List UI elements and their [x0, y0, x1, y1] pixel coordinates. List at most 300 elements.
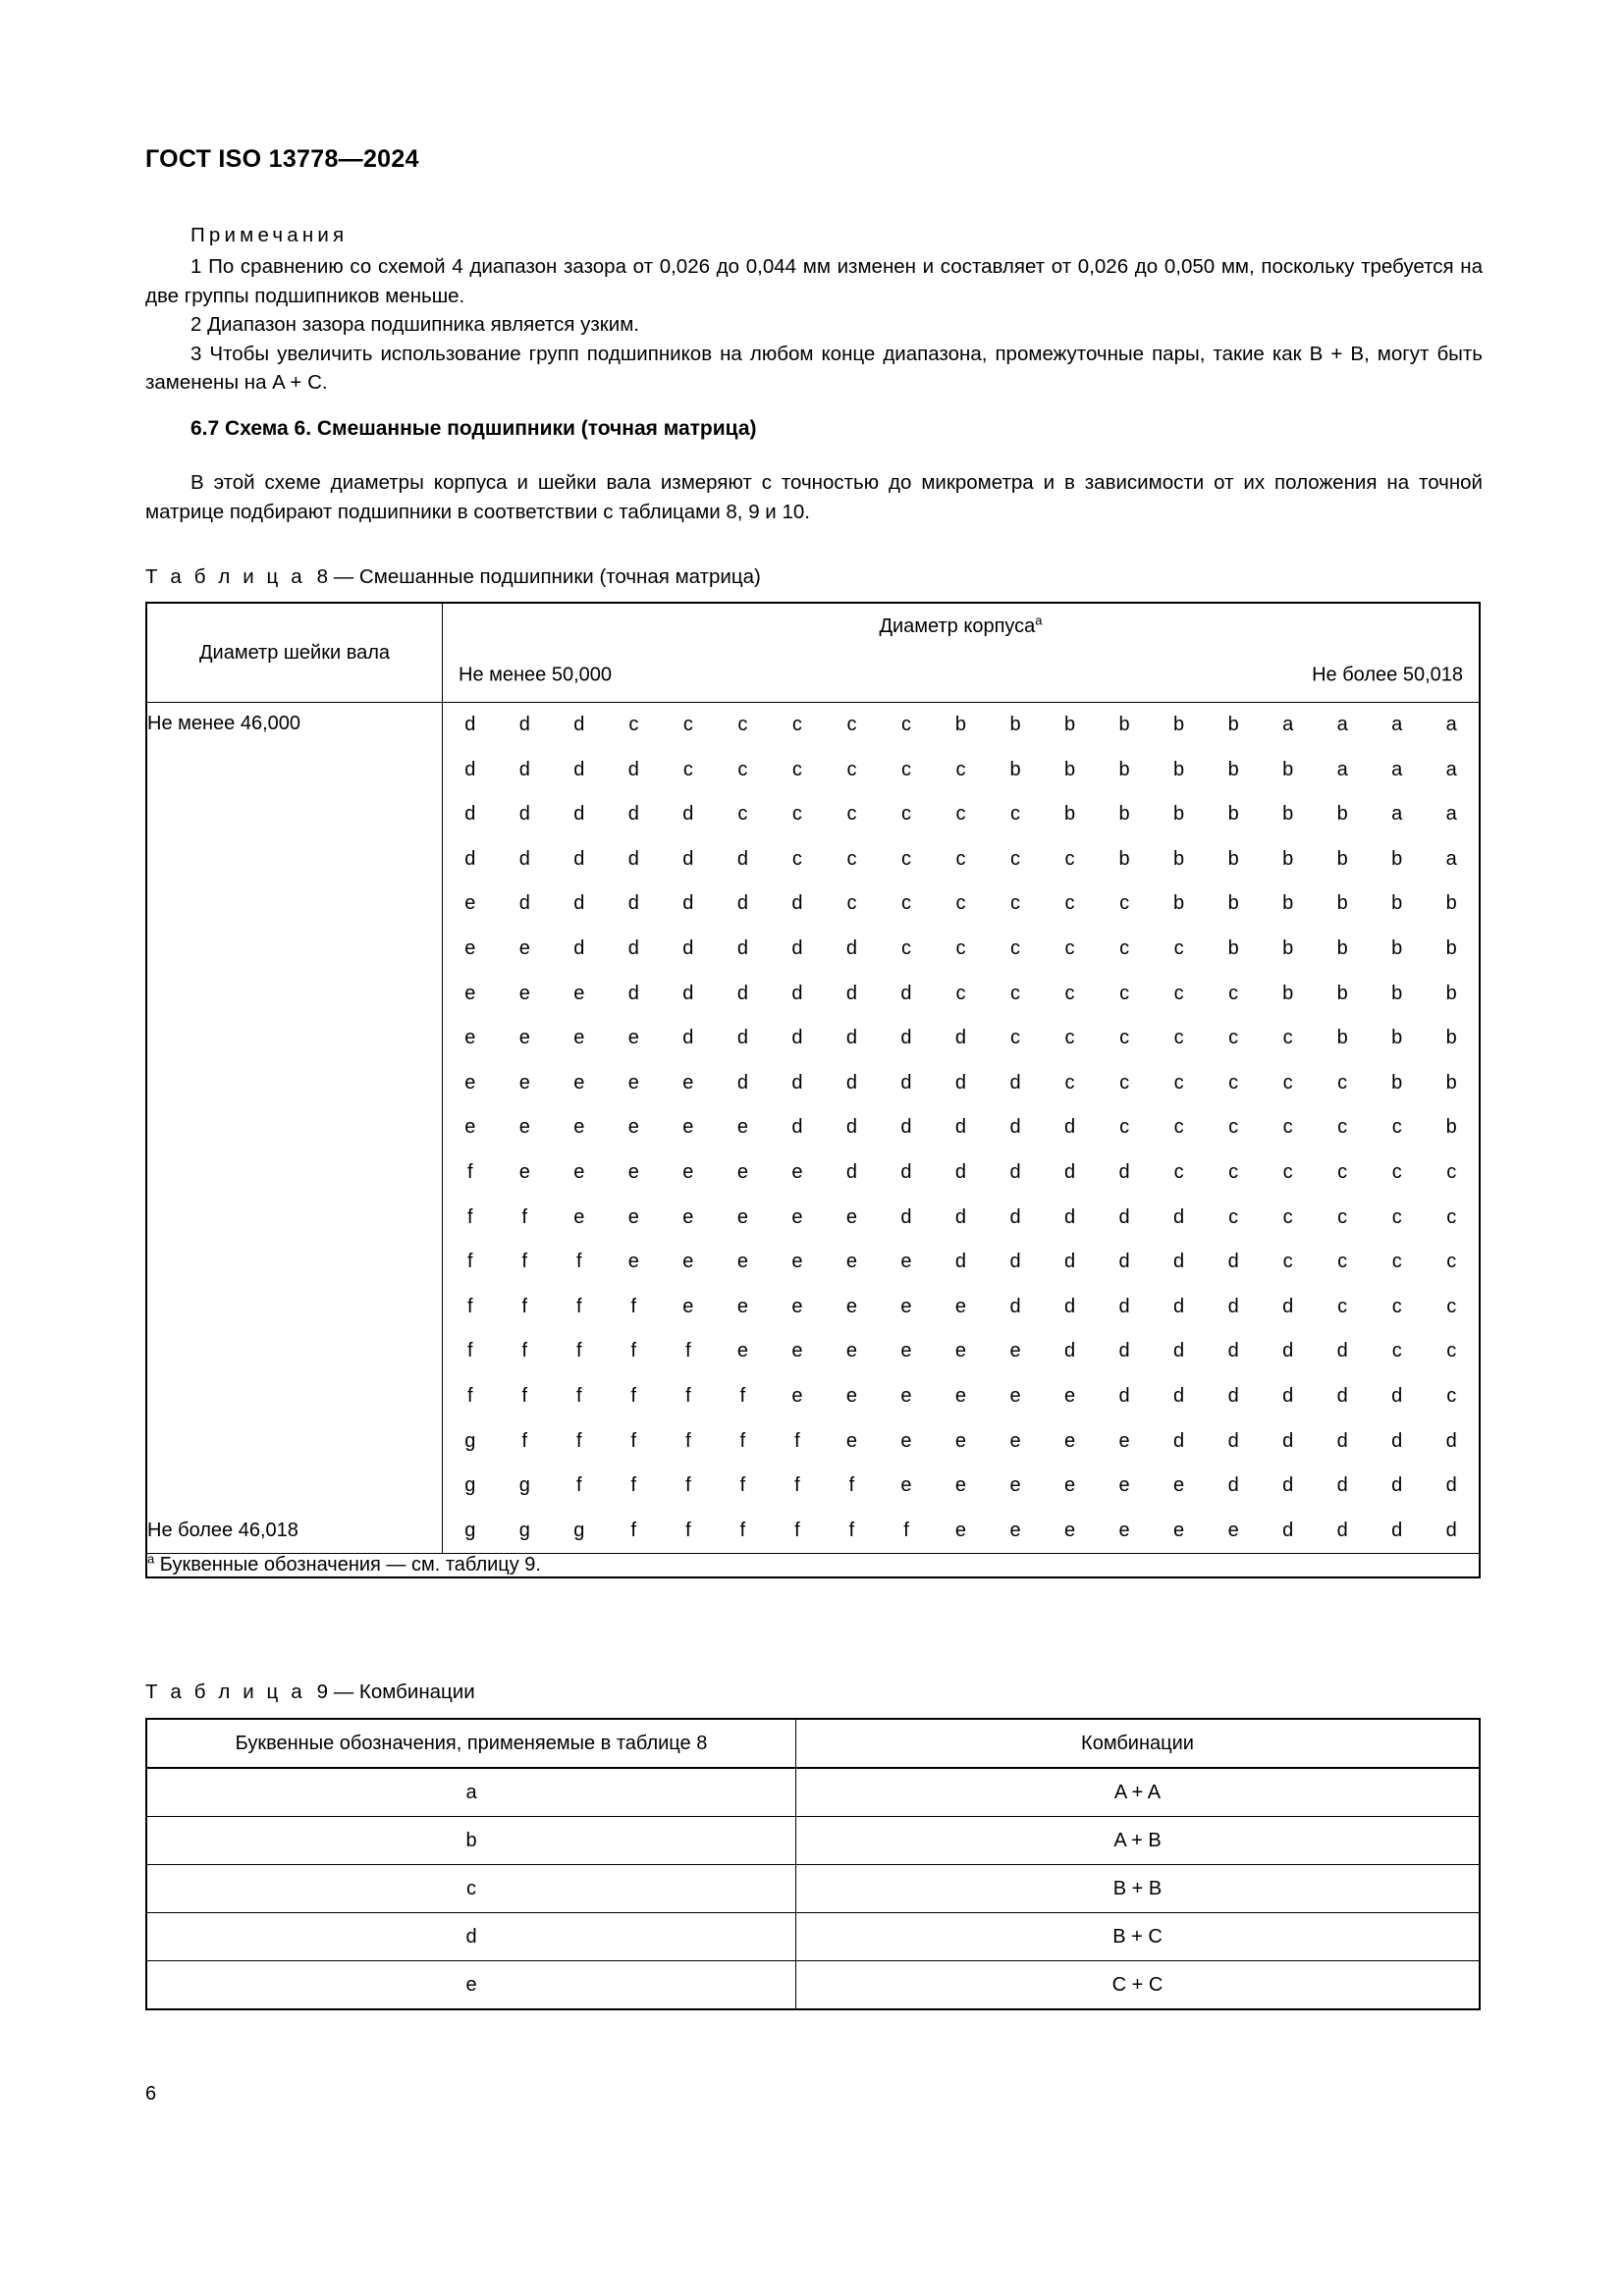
matrix-cell: e — [627, 1116, 639, 1139]
matrix-cell: e — [845, 1295, 857, 1317]
matrix-cell: b — [1336, 892, 1348, 915]
matrix-cell: d — [1391, 1474, 1403, 1497]
matrix-cell: b — [1118, 803, 1130, 826]
table-row — [146, 1961, 1480, 2010]
table9-caption-dash: — — [333, 1681, 354, 1703]
table8-caption-dash: — — [333, 565, 354, 588]
table8-header-housing-min: Не менее 50,000 — [459, 664, 613, 686]
matrix-cell: e — [1118, 1474, 1130, 1497]
matrix-cell: d — [1391, 1429, 1403, 1452]
matrix-cell: c — [1228, 1116, 1239, 1139]
matrix-cell: d — [1227, 1340, 1239, 1362]
matrix-cell: c — [1173, 982, 1184, 1004]
matrix-cell: d — [791, 1071, 803, 1094]
matrix-cell: c — [1446, 1295, 1457, 1317]
matrix-cell: f — [739, 1384, 746, 1407]
matrix-cell: c — [1064, 1071, 1075, 1094]
matrix-cell: d — [736, 936, 748, 959]
matrix-cell: d — [845, 1116, 857, 1139]
matrix-cell: d — [1118, 1340, 1130, 1362]
matrix-cell: d — [1118, 1251, 1130, 1273]
matrix-cell: b — [1445, 1027, 1457, 1049]
matrix-cell: b — [1173, 892, 1185, 915]
matrix-cell: e — [1063, 1519, 1076, 1541]
matrix-cell: d — [900, 1027, 912, 1049]
matrix-cell: f — [685, 1340, 691, 1362]
matrix-cell: c — [1446, 1251, 1457, 1273]
matrix-cell: d — [1118, 1160, 1130, 1183]
matrix-cell: f — [521, 1384, 528, 1407]
matrix-cell: c — [1064, 982, 1075, 1004]
running-head: ГОСТ ISO 13778—2024 — [145, 145, 419, 173]
matrix-cell: c — [900, 892, 911, 915]
table8-caption-label: Т а б л и ц а — [145, 565, 306, 588]
matrix-cell: b — [1282, 936, 1294, 959]
matrix-cell: c — [682, 758, 693, 780]
matrix-cell: b — [1173, 758, 1185, 780]
matrix-cell: c — [791, 714, 802, 735]
matrix-cell: f — [576, 1384, 582, 1407]
matrix-cell: e — [791, 1340, 803, 1362]
table9-cell: B + C — [796, 1913, 1481, 1961]
matrix-cell: e — [464, 982, 476, 1004]
matrix-cell: d — [1227, 1474, 1239, 1497]
matrix-cell: e — [736, 1340, 748, 1362]
matrix-cell: b — [1173, 714, 1185, 735]
matrix-cell: f — [685, 1474, 691, 1497]
matrix-cell: c — [1228, 982, 1239, 1004]
matrix-cell: f — [848, 1519, 855, 1541]
matrix-cell: b — [1227, 714, 1239, 735]
matrix-cell: d — [518, 714, 530, 735]
matrix-cell: c — [628, 714, 639, 735]
matrix-cell: d — [573, 714, 585, 735]
matrix-cell: b — [1336, 847, 1348, 870]
matrix-cell: g — [573, 1519, 585, 1541]
table8-caption-number: 8 — [316, 565, 329, 588]
matrix-cell: c — [1391, 1160, 1402, 1183]
matrix-cell: f — [630, 1295, 637, 1317]
matrix-cell: c — [1446, 1340, 1457, 1362]
table8-header-shaft: Диаметр шейки вала — [146, 603, 443, 703]
table8-body-row — [146, 703, 1480, 1554]
matrix-cell: b — [1173, 847, 1185, 870]
matrix-cell: d — [682, 803, 694, 826]
matrix-cell: e — [518, 1116, 530, 1139]
matrix-cell: e — [791, 1295, 803, 1317]
matrix-cell: d — [736, 1027, 748, 1049]
matrix-cell: c — [1119, 1027, 1130, 1049]
matrix-cell: e — [900, 1340, 912, 1362]
matrix-cell: d — [954, 1205, 967, 1228]
matrix-cell: c — [1391, 1116, 1402, 1139]
matrix-cell: c — [1337, 1295, 1348, 1317]
matrix-cell: e — [954, 1519, 967, 1541]
matrix-cell: d — [682, 1027, 694, 1049]
matrix-cell: f — [466, 1295, 473, 1317]
table9-cell: d — [146, 1913, 796, 1961]
matrix-cell: e — [573, 982, 585, 1004]
matrix-cell: e — [1009, 1384, 1021, 1407]
matrix-cell: e — [1009, 1429, 1021, 1452]
matrix-cell: c — [846, 758, 857, 780]
table9-wrapper — [145, 1718, 1481, 2010]
matrix-cell: e — [464, 1027, 476, 1049]
matrix-cell: c — [737, 714, 748, 735]
matrix-cell: c — [791, 803, 802, 826]
table-row — [146, 1817, 1480, 1865]
matrix-cell: c — [900, 847, 911, 870]
matrix-cell: d — [954, 1027, 967, 1049]
matrix-cell: c — [1282, 1251, 1293, 1273]
matrix-cell: e — [1118, 1519, 1130, 1541]
matrix-cell: d — [900, 1160, 912, 1183]
matrix-cell: e — [845, 1205, 857, 1228]
table9-header-cell: Комбинации — [796, 1719, 1481, 1768]
matrix-cell: d — [682, 982, 694, 1004]
matrix-cell: e — [1118, 1429, 1130, 1452]
matrix-cell: d — [1173, 1205, 1185, 1228]
matrix-cell: c — [1337, 1205, 1348, 1228]
matrix-cell: e — [845, 1429, 857, 1452]
matrix-cell: e — [518, 1160, 530, 1183]
matrix-cell: d — [1282, 1519, 1294, 1541]
matrix-cell: f — [466, 1251, 473, 1273]
matrix-cell: e — [845, 1251, 857, 1273]
matrix-cell: f — [466, 1205, 473, 1228]
matrix-cell: b — [1445, 1116, 1457, 1139]
matrix-cell: d — [1227, 1295, 1239, 1317]
table8-row-label-max: Не более 46,018 — [147, 1520, 298, 1542]
matrix-cell: f — [848, 1474, 855, 1497]
matrix-cell: b — [1391, 892, 1403, 915]
table9-cell: b — [146, 1817, 796, 1865]
matrix-cell: d — [1118, 1205, 1130, 1228]
table8-header-housing-max: Не более 50,018 — [1312, 664, 1463, 686]
matrix-cell: e — [791, 1251, 803, 1273]
matrix-cell: e — [627, 1160, 639, 1183]
matrix-cell: e — [954, 1340, 967, 1362]
matrix-cell: c — [1173, 1160, 1184, 1183]
table9-caption — [145, 1681, 475, 1704]
table8-matrix-grid — [443, 703, 1479, 1553]
table8-header-housing — [443, 603, 1481, 649]
matrix-cell: b — [1227, 847, 1239, 870]
matrix-cell: c — [955, 892, 966, 915]
matrix-cell: c — [1173, 936, 1184, 959]
matrix-cell: c — [737, 758, 748, 780]
matrix-cell: b — [1227, 758, 1239, 780]
matrix-cell: d — [627, 982, 639, 1004]
matrix-cell: c — [1228, 1027, 1239, 1049]
matrix-cell: f — [739, 1429, 746, 1452]
matrix-cell: d — [1336, 1474, 1348, 1497]
matrix-cell: c — [1337, 1071, 1348, 1094]
table8-caption — [145, 565, 761, 589]
matrix-cell: c — [1064, 936, 1075, 959]
matrix-cell: e — [736, 1251, 748, 1273]
matrix-cell: b — [1391, 936, 1403, 959]
matrix-cell: f — [576, 1474, 582, 1497]
matrix-cell: e — [518, 936, 530, 959]
matrix-cell: d — [1173, 1295, 1185, 1317]
matrix-cell: d — [736, 847, 748, 870]
matrix-cell: d — [1282, 1474, 1294, 1497]
matrix-cell: d — [518, 758, 530, 780]
matrix-cell: d — [1282, 1295, 1294, 1317]
matrix-cell: f — [576, 1429, 582, 1452]
matrix-cell: e — [900, 1251, 912, 1273]
matrix-cell: b — [1282, 758, 1294, 780]
table-row — [146, 1865, 1480, 1913]
matrix-cell: d — [573, 936, 585, 959]
matrix-cell: d — [518, 847, 530, 870]
matrix-cell: e — [573, 1116, 585, 1139]
matrix-cell: e — [845, 1340, 857, 1362]
table9-body — [146, 1719, 1480, 2009]
matrix-cell: b — [1118, 758, 1130, 780]
matrix-cell: c — [1446, 1205, 1457, 1228]
matrix-cell: e — [900, 1474, 912, 1497]
matrix-cell: d — [1336, 1429, 1348, 1452]
matrix-cell: e — [464, 936, 476, 959]
matrix-cell: c — [900, 758, 911, 780]
matrix-cell: c — [1337, 1160, 1348, 1183]
matrix-cell: c — [1119, 982, 1130, 1004]
matrix-cell: e — [573, 1160, 585, 1183]
matrix-cell: e — [954, 1429, 967, 1452]
matrix-cell: c — [1282, 1116, 1293, 1139]
matrix-cell: d — [627, 936, 639, 959]
table9-caption-number: 9 — [316, 1681, 329, 1703]
table8-shaft-labels — [146, 703, 443, 1554]
matrix-cell: c — [1337, 1251, 1348, 1273]
table9-cell: C + C — [796, 1961, 1481, 2010]
matrix-cell: d — [1063, 1160, 1076, 1183]
matrix-cell: d — [1336, 1340, 1348, 1362]
matrix-cell: d — [954, 1251, 967, 1273]
matrix-cell: c — [900, 936, 911, 959]
matrix-cell: e — [1227, 1519, 1239, 1541]
matrix-cell: c — [955, 847, 966, 870]
matrix-cell: d — [791, 1116, 803, 1139]
matrix-cell: f — [685, 1384, 691, 1407]
matrix-cell: a — [1445, 803, 1457, 826]
matrix-cell: e — [682, 1071, 694, 1094]
matrix-cell: g — [464, 1519, 476, 1541]
matrix-cell: c — [1391, 1295, 1402, 1317]
matrix-cell: e — [627, 1205, 639, 1228]
matrix-cell: d — [1173, 1384, 1185, 1407]
table9-header-row — [146, 1719, 1480, 1768]
matrix-cell: e — [464, 1116, 476, 1139]
matrix-cell: d — [627, 892, 639, 915]
matrix-cell: d — [791, 1027, 803, 1049]
table8-header-housing-text: Диаметр корпуса — [879, 614, 1036, 637]
table9-cell: A + B — [796, 1817, 1481, 1865]
matrix-cell: d — [1173, 1340, 1185, 1362]
matrix-cell: c — [1228, 1071, 1239, 1094]
matrix-cell: c — [1391, 1340, 1402, 1362]
table9-cell: B + B — [796, 1865, 1481, 1913]
matrix-cell: f — [576, 1340, 582, 1362]
matrix-cell: e — [954, 1384, 967, 1407]
matrix-cell: c — [846, 892, 857, 915]
matrix-cell: a — [1445, 714, 1457, 735]
table8-footnote-text: Буквенные обозначения — см. таблицу 9. — [159, 1554, 541, 1576]
matrix-cell: d — [464, 847, 476, 870]
matrix-cell: c — [1446, 1160, 1457, 1183]
matrix-cell: a — [1391, 714, 1403, 735]
matrix-cell: e — [464, 1071, 476, 1094]
matrix-cell: c — [791, 758, 802, 780]
matrix-cell: b — [1282, 982, 1294, 1004]
matrix-cell: e — [791, 1160, 803, 1183]
matrix-cell: c — [1391, 1251, 1402, 1273]
matrix-cell: d — [1336, 1519, 1348, 1541]
matrix-cell: g — [464, 1474, 476, 1497]
matrix-cell: d — [736, 982, 748, 1004]
matrix-cell: e — [573, 1071, 585, 1094]
matrix-cell: d — [1445, 1474, 1457, 1497]
matrix-cell: c — [1010, 803, 1021, 826]
section-heading: 6.7 Схема 6. Смешанные подшипники (точная матрица) — [190, 417, 757, 440]
matrix-cell: b — [1063, 803, 1076, 826]
matrix-cell: c — [1010, 1027, 1021, 1049]
matrix-cell: c — [1228, 1205, 1239, 1228]
matrix-cell: d — [518, 803, 530, 826]
matrix-cell: d — [954, 1071, 967, 1094]
matrix-cell: f — [685, 1429, 691, 1452]
matrix-cell: a — [1391, 803, 1403, 826]
matrix-cell: d — [1227, 1384, 1239, 1407]
matrix-cell: e — [518, 1027, 530, 1049]
matrix-cell: d — [1118, 1295, 1130, 1317]
matrix-cell: b — [1445, 982, 1457, 1004]
table8-footnote — [146, 1551, 1480, 1578]
matrix-cell: b — [1282, 892, 1294, 915]
matrix-cell: c — [1010, 892, 1021, 915]
matrix-cell: a — [1336, 758, 1348, 780]
table-row — [146, 1913, 1480, 1961]
matrix-cell: f — [739, 1474, 746, 1497]
matrix-cell: f — [521, 1295, 528, 1317]
matrix-cell: e — [1063, 1429, 1076, 1452]
table-row — [146, 1768, 1480, 1817]
matrix-cell: d — [1282, 1384, 1294, 1407]
table8-wrapper — [145, 602, 1481, 1578]
matrix-cell: d — [464, 758, 476, 780]
table8-header-row-1 — [146, 603, 1480, 649]
matrix-cell: c — [1446, 1384, 1457, 1407]
matrix-cell: d — [791, 982, 803, 1004]
matrix-cell: e — [1173, 1519, 1185, 1541]
matrix-cell: c — [846, 847, 857, 870]
matrix-cell: d — [1063, 1295, 1076, 1317]
matrix-cell: e — [1009, 1519, 1021, 1541]
matrix-cell: d — [1009, 1116, 1021, 1139]
table9-caption-label: Т а б л и ц а — [145, 1681, 306, 1703]
matrix-cell: d — [736, 1071, 748, 1094]
matrix-cell: b — [1173, 803, 1185, 826]
matrix-cell: d — [1009, 1205, 1021, 1228]
notes-block — [145, 224, 1483, 398]
matrix-cell: f — [685, 1519, 691, 1541]
matrix-cell: d — [1118, 1384, 1130, 1407]
matrix-cell: c — [1064, 1027, 1075, 1049]
matrix-cell: c — [955, 758, 966, 780]
matrix-cell: c — [955, 982, 966, 1004]
matrix-cell: f — [466, 1340, 473, 1362]
matrix-cell: g — [518, 1474, 530, 1497]
matrix-cell: e — [627, 1251, 639, 1273]
matrix-cell: b — [1391, 847, 1403, 870]
matrix-cell: b — [1063, 714, 1076, 735]
matrix-cell: d — [464, 803, 476, 826]
matrix-cell: c — [846, 714, 857, 735]
matrix-cell: d — [627, 847, 639, 870]
matrix-cell: c — [846, 803, 857, 826]
matrix-cell: d — [845, 1160, 857, 1183]
matrix-cell: d — [1009, 1071, 1021, 1094]
matrix-cell: e — [736, 1205, 748, 1228]
matrix-cell: d — [954, 1160, 967, 1183]
matrix-cell: d — [1282, 1340, 1294, 1362]
matrix-cell: f — [794, 1429, 800, 1452]
matrix-cell: f — [630, 1519, 637, 1541]
matrix-cell: e — [464, 892, 476, 915]
matrix-cell: d — [900, 1071, 912, 1094]
matrix-cell: b — [1336, 982, 1348, 1004]
matrix-cell: c — [1173, 1116, 1184, 1139]
table8-matrix — [443, 703, 1481, 1554]
matrix-cell: b — [1282, 803, 1294, 826]
matrix-cell: e — [1009, 1340, 1021, 1362]
matrix-cell: d — [845, 982, 857, 1004]
matrix-cell: d — [845, 1027, 857, 1049]
matrix-cell: d — [900, 1205, 912, 1228]
matrix-cell: d — [1173, 1429, 1185, 1452]
matrix-cell: d — [791, 892, 803, 915]
matrix-cell: d — [1063, 1340, 1076, 1362]
note-item-3: 3 Чтобы увеличить использование групп подшипников на любом конце диапазона, промежуточные пары, такие как B + B, могут быть заменены на A + C. — [145, 342, 1483, 394]
matrix-cell: b — [1282, 847, 1294, 870]
matrix-cell: e — [900, 1429, 912, 1452]
matrix-cell: e — [791, 1384, 803, 1407]
note-item-2: 2 Диапазон зазора подшипника является узким. — [190, 313, 639, 336]
matrix-cell: d — [1227, 1251, 1239, 1273]
matrix-cell: d — [1445, 1519, 1457, 1541]
matrix-cell: d — [1063, 1116, 1076, 1139]
matrix-cell: a — [1282, 714, 1294, 735]
matrix-cell: e — [900, 1295, 912, 1317]
matrix-cell: c — [1010, 847, 1021, 870]
matrix-cell: e — [1063, 1474, 1076, 1497]
matrix-cell: d — [682, 847, 694, 870]
matrix-cell: c — [1119, 936, 1130, 959]
notes-heading: Примечания — [190, 224, 349, 246]
matrix-cell: d — [627, 803, 639, 826]
matrix-cell: d — [1227, 1429, 1239, 1452]
matrix-cell: c — [1337, 1116, 1348, 1139]
matrix-cell: d — [518, 892, 530, 915]
matrix-cell: d — [845, 1071, 857, 1094]
matrix-cell: c — [1010, 982, 1021, 1004]
matrix-cell: e — [518, 982, 530, 1004]
matrix-cell: e — [1063, 1384, 1076, 1407]
matrix-cell: e — [845, 1384, 857, 1407]
matrix-cell: b — [1391, 1071, 1403, 1094]
